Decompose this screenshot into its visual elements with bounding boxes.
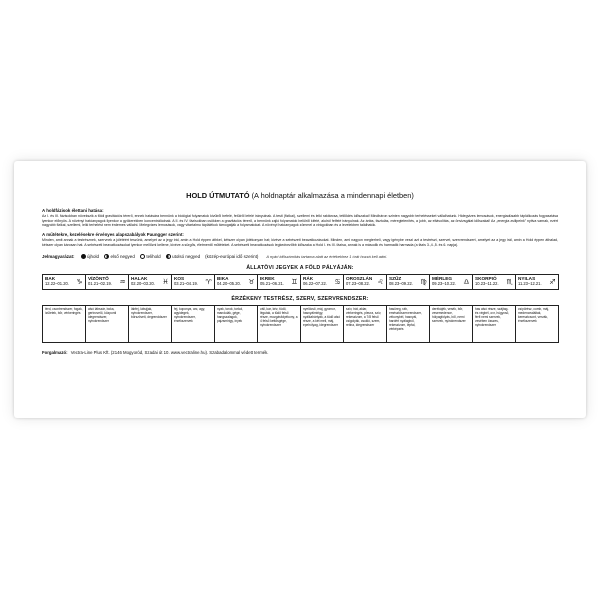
organ-cell: lábfej, lábujjak, nyirokrendszer, bőrszöveti, degrenddszer xyxy=(128,305,172,343)
organs-heading: ÉRZÉKENY TESTRÉSZ, SZERV, SZERVRENDSZER: xyxy=(231,295,369,302)
zodiac-name: KOS xyxy=(174,275,185,281)
legend-item-new-moon xyxy=(81,254,100,259)
zodiac-dates: 08.23–09.22. xyxy=(389,281,413,287)
section-text-lunar-phases: Az I. és III. fázisokban növekszik a földi gravitációs térerő, ennek hatására bennünk a biológiai folyamatok kivülről befelé, felülről lefelé irányulnak. A testi (fizikai), szellemi és lelki raktárcsa, tetilődés időszakai! Mindháron szinten nagyobb terhelésseket vállalhatunk. Hidegvizes lemosások, energiadúsabb táplálkozás fogyasztása lyenkor előnyös. A növényi hatóanyagok ilyenkor a gyökerekben koncentrálódnak. A II. és IV. fázisokban csökken a gravitációs térerő, a bennünk zajló folyamatok belülről kifelé, alulról felfelé irányulnak. Az ártás, tisztulás, méregtelenítés, a jobb, az eltávolítás, az önvizsgálat időszakai! Az „energia zsilipeink” nyitva varnak, ezért nagyobb fizikai, szellemi, lelki terhelést nem érdemes vállalni. Melegvizes lemosások, vagy vitartalmu táplálékok támogatják a folyamatokat. A növényi hatóanyagok zömmel a virágokban és a levelekben találhatók. xyxy=(42,214,558,228)
zodiac-cell-kos xyxy=(171,274,215,290)
zodiac-cell-ikrek xyxy=(257,274,301,290)
section-heading-surgery-rules: A műtétekre, kezelésekre érvényes alapszabályok Paungger szerint: xyxy=(42,232,184,238)
zodiac-name: NYILAS xyxy=(518,275,536,281)
zodiac-name: BAK xyxy=(45,275,56,281)
organ-cell: nyak, torok, torkol, mandulák, gége, hangszalagok, pajzsmirigy, ínyek xyxy=(214,305,258,343)
zodiac-name: MÉRLEG xyxy=(432,275,453,281)
legend-label: Jelmagyarázat: xyxy=(42,253,75,259)
zodiac-cell-bika xyxy=(214,274,258,290)
zodiac-cell-szuz xyxy=(386,274,430,290)
section-heading-lunar-phases: A holdfázisok élettani hatása: xyxy=(42,208,104,213)
zodiac-name: HALAK xyxy=(131,275,148,281)
scorpio-icon: ♏ xyxy=(506,277,513,286)
sagittarius-icon: ♐ xyxy=(549,277,556,286)
zodiac-name: VÍZÖNTŐ xyxy=(88,275,109,281)
legend-note: A nyári időszámítás tartama alatt az értékekhez 1 órát hozzá kell adni. xyxy=(266,253,388,259)
title-main: HOLD ÚTMUTATÓ xyxy=(186,191,250,200)
zodiac-dates: 07.23–08.22. xyxy=(346,281,370,287)
zodiac-name: SZŰZ xyxy=(389,275,402,281)
zodiac-heading: ÁLLATÖVI JEGYEK A FÖLD PÁLYÁJÁN: xyxy=(246,264,354,271)
full-moon-icon xyxy=(140,254,145,259)
organ-cell: alsó lábszár, boka, gerincvelő, központi idegrendszer, nyirokrendszer xyxy=(85,305,129,343)
organ-cell: hasüreg, ráb, emésztőszervrendszer, vékonybél, hasnyál, hardért nyálagból, rekeszizom, lépfal, vérképzés xyxy=(386,305,430,343)
title-subtitle: (A holdnaptár alkalmazása a mindennapi életben) xyxy=(251,191,414,200)
gemini-icon: ♊ xyxy=(291,277,298,286)
organ-cell: nyelőcső, máj, gyomor, hasnyálmirigy, nyálkahártyák, a tüdő alsó része, a két mell, máj, epehólyag, idegrendszer xyxy=(300,305,344,343)
footer-text: Vectra-Line Plus Kft. (2146 Mogyoród, Szadai út 10. www.vectraline.hu). Szabadalommal védett termék. xyxy=(70,349,269,355)
footer-label: Forgalmazó: xyxy=(42,349,68,355)
legend-item-label: telihold xyxy=(146,253,161,259)
zodiac-cell-merleg xyxy=(429,274,473,290)
new-moon-icon xyxy=(81,254,86,259)
aries-icon: ♈ xyxy=(205,277,212,286)
organ-cell: has alsó része, szájtag- és végbél, ovr, húgycső, férfi nemi szervek, vesében összes, nyirokrendszer xyxy=(472,305,516,343)
legend-item-label: újhold xyxy=(87,253,100,259)
zodiac-dates: 11.23–12.21. xyxy=(518,281,542,287)
lunar-guide-card xyxy=(14,161,586,418)
leo-icon: ♌ xyxy=(377,277,384,286)
zodiac-dates: 06.22–07.22. xyxy=(303,281,327,287)
first-quarter-icon xyxy=(104,254,109,259)
cancer-icon: ♋ xyxy=(334,277,341,286)
organ-cell: fej, koponya, arc, agy, agyidegek, nyirokrendszer, érzékszervek xyxy=(171,305,215,343)
zodiac-name: BIKA xyxy=(217,275,229,281)
zodiac-dates: 03.21–04.19. xyxy=(174,281,198,287)
capricorn-icon: ♑ xyxy=(76,277,83,286)
zodiac-cell-nyilas xyxy=(515,274,559,290)
legend-item-last-quarter xyxy=(166,254,201,259)
zodiac-dates: 12.22–01.20. xyxy=(45,281,69,287)
zodiac-dates: 09.23–10.22. xyxy=(432,281,456,287)
zodiac-name: OROSZLÁN xyxy=(346,275,373,281)
zodiac-name: IKREK xyxy=(260,275,275,281)
footer xyxy=(42,350,558,355)
aquarius-icon: ♒ xyxy=(119,277,126,286)
zodiac-cell-bak xyxy=(42,274,86,290)
organ-cell: térd, csontrendszer, fogak, ízületek, bőr, vérkeringés xyxy=(42,305,86,343)
libra-icon: ♎ xyxy=(463,277,470,286)
zodiac-cell-halak xyxy=(128,274,172,290)
legend-timezone: (közép-európai idő szerint) xyxy=(205,253,259,259)
legend-item-label: első negyed xyxy=(110,253,135,259)
zodiac-table xyxy=(42,274,558,290)
virgo-icon: ♍ xyxy=(420,277,427,286)
zodiac-dates: 02.20–03.20. xyxy=(131,281,155,287)
zodiac-dates: 10.23–11.22. xyxy=(475,281,499,287)
zodiac-dates: 01.21–02.19. xyxy=(88,281,112,287)
section-text-surgery-rules: Minden, amit annak a testrésznek, szervnek a jólétéért teszünk, amelyet az a jegy irál, amin a Hold éppen áthkel, kétszer olyan jótékonyan hat; kivéve a sebészeti beavatkozásokat. Minden, ami nagyon megterheli, vagy igénybe veszi azt a testrészt, szervet, szervrendszert, amelyet az a jegy irál, amin a Hold éppen áthalad, kétszer olyan károsan hat. A sebészeti beavatkozásokat lyenkor mellőzni kellene, kivéve a sürgős, életmentő műtéteket. A sebészeti beavatkozások legkedvezőbb időszaka a Hold I. és III. fázisa, annak is a második és harmadik harmada (a fázis 3.,4.,5. és 6. napja). xyxy=(42,238,558,247)
zodiac-dates: 04.20–05.20. xyxy=(217,281,241,287)
pisces-icon: ♓ xyxy=(162,277,169,286)
zodiac-cell-rak xyxy=(300,274,344,290)
legend-item-label: utolsó negyed xyxy=(172,253,201,259)
zodiac-cell-vizonto xyxy=(85,274,129,290)
organ-cell: csípőrész, comb, máj, medencealáltak, keresztcsont, verzák, érzékszervek xyxy=(515,305,559,343)
zodiac-name: RÁK xyxy=(303,275,314,281)
last-quarter-icon xyxy=(166,254,171,259)
legend-item-full-moon xyxy=(140,254,161,259)
organ-cell: derékájék, vesék, bőr, vesemedence, hólyagfolyás, ből, nemi szervek, nyirokrendszer xyxy=(429,305,473,343)
zodiac-cell-skorpio xyxy=(472,274,516,290)
organs-table xyxy=(42,305,558,343)
zodiac-cell-oroszlan xyxy=(343,274,387,290)
zodiac-dates: 05.21–06.21. xyxy=(260,281,284,287)
legend xyxy=(42,254,558,259)
taurus-icon: ♉ xyxy=(248,277,255,286)
organ-cell: szív, hát, aklar, vérkeringés, pleura, szív, rekeszizom, a 7/8 felső csigolyák, csukló, szem, retina, idegrendszer xyxy=(343,305,387,343)
zodiac-name: SKORPIÓ xyxy=(475,275,497,281)
page-title xyxy=(42,191,558,200)
legend-item-first-quarter xyxy=(104,254,135,259)
organ-cell: váll, kar, kéz, tüdő, légutak, a tüdő felső része, mozgásfolyékony, a 4 felső kettősgége, nyirokrendszer xyxy=(257,305,301,343)
